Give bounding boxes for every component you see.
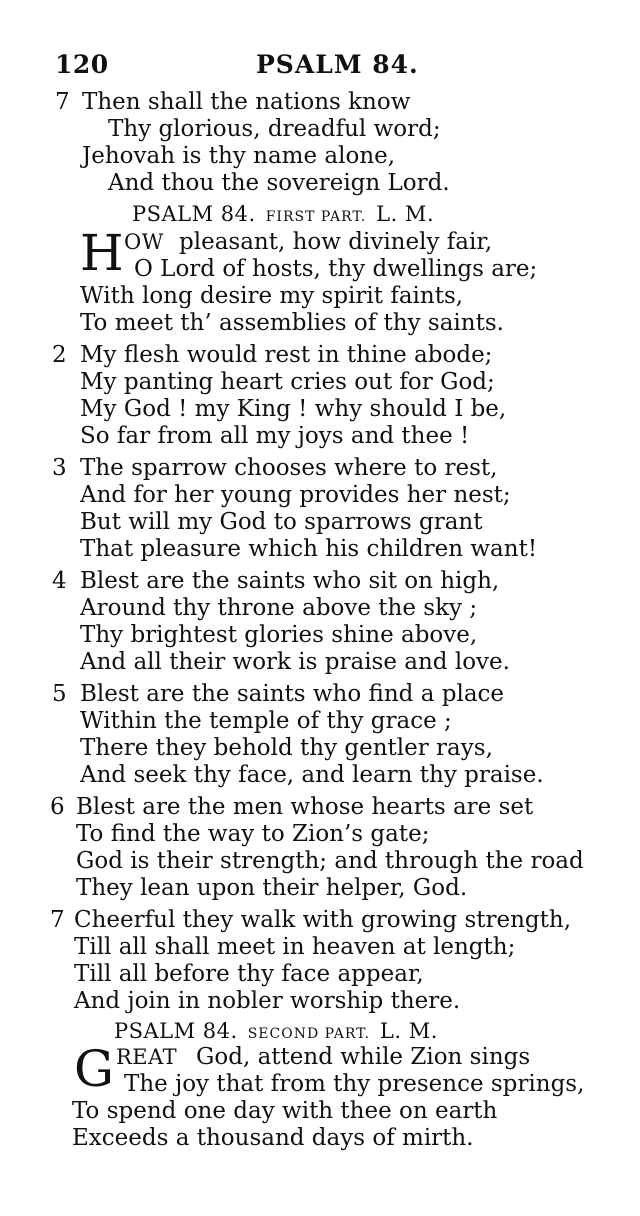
verse-line: Thy glorious, dreadful word; bbox=[108, 116, 441, 142]
verse-line: That pleasure which his children want! bbox=[80, 536, 538, 562]
drop-cap: H bbox=[80, 224, 124, 282]
heading-meter: L. M. bbox=[376, 202, 435, 226]
verse-line: The joy that from thy presence springs, bbox=[124, 1071, 585, 1097]
verse-line: Exceeds a thousand days of mirth. bbox=[72, 1125, 474, 1151]
verse-line: And seek thy face, and learn thy praise. bbox=[80, 762, 544, 788]
verse-line: Jehovah is thy name alone, bbox=[82, 143, 396, 169]
stanza-number: 7 bbox=[50, 907, 65, 933]
verse-line: And for her young provides her nest; bbox=[80, 482, 511, 508]
verse-line: My panting heart cries out for God; bbox=[80, 369, 495, 395]
verse-line: To find the way to Zion’s gate; bbox=[76, 821, 430, 847]
verse-line: And join in nobler worship there. bbox=[74, 988, 461, 1014]
verse-line: God, attend while Zion sings bbox=[196, 1044, 531, 1070]
verse-line: There they behold thy gentler rays, bbox=[80, 735, 493, 761]
heading-part: SECOND PART. bbox=[247, 1026, 370, 1042]
page-number: 120 bbox=[55, 50, 109, 79]
stanza-number: 4 bbox=[52, 568, 67, 594]
verse-line: Till all shall meet in heaven at length; bbox=[74, 934, 516, 960]
verse-line: Cheerful they walk with growing strength, bbox=[74, 907, 572, 933]
verse-line: Around thy throne above the sky ; bbox=[80, 595, 478, 621]
verse-line: Then shall the nations know bbox=[82, 89, 411, 115]
verse-line: And thou the sovereign Lord. bbox=[108, 170, 450, 196]
verse-line: So far from all my joys and thee ! bbox=[80, 423, 470, 449]
section-heading-second-part bbox=[114, 1018, 438, 1047]
verse-line: My flesh would rest in thine abode; bbox=[80, 342, 493, 368]
stanza-number: 6 bbox=[50, 794, 65, 820]
stanza-number: 2 bbox=[52, 342, 67, 368]
running-title: PSALM 84. bbox=[256, 50, 419, 79]
verse-line: Blest are the saints who sit on high, bbox=[80, 568, 500, 594]
first-word-rest: OW bbox=[124, 230, 164, 254]
verse-line: Blest are the men whose hearts are set bbox=[76, 794, 534, 820]
heading-title: PSALM 84. bbox=[132, 202, 256, 226]
verse-line: And all their work is praise and love. bbox=[80, 649, 510, 675]
verse-line: But will my God to sparrows grant bbox=[80, 509, 483, 535]
stanza-number: 5 bbox=[52, 681, 67, 707]
first-word-rest: REAT bbox=[116, 1045, 178, 1069]
drop-cap: G bbox=[74, 1040, 114, 1098]
verse-line: They lean upon their helper, God. bbox=[76, 875, 468, 901]
heading-part: FIRST PART. bbox=[265, 209, 367, 225]
verse-line: Thy brightest glories shine above, bbox=[80, 622, 478, 648]
verse-line: God is their strength; and through the road bbox=[76, 848, 584, 874]
verse-line: With long desire my spirit faints, bbox=[80, 283, 464, 309]
stanza-number: 3 bbox=[52, 455, 67, 481]
verse-line: Blest are the saints who find a place bbox=[80, 681, 505, 707]
verse-line: Within the temple of thy grace ; bbox=[80, 708, 452, 734]
verse-line: My God ! my King ! why should I be, bbox=[80, 396, 507, 422]
verse-line: The sparrow chooses where to rest, bbox=[80, 455, 498, 481]
stanza-number: 7 bbox=[55, 89, 70, 115]
heading-title: PSALM 84. bbox=[114, 1019, 238, 1043]
verse-line: O Lord of hosts, thy dwellings are; bbox=[134, 256, 538, 282]
section-heading-first-part bbox=[132, 201, 434, 230]
verse-line: To meet th’ assemblies of thy saints. bbox=[80, 310, 504, 336]
verse-line: pleasant, how divinely fair, bbox=[179, 229, 493, 255]
verse-line: To spend one day with thee on earth bbox=[72, 1098, 498, 1124]
heading-meter: L. M. bbox=[379, 1019, 438, 1043]
verse-line: Till all before thy face appear, bbox=[74, 961, 424, 987]
